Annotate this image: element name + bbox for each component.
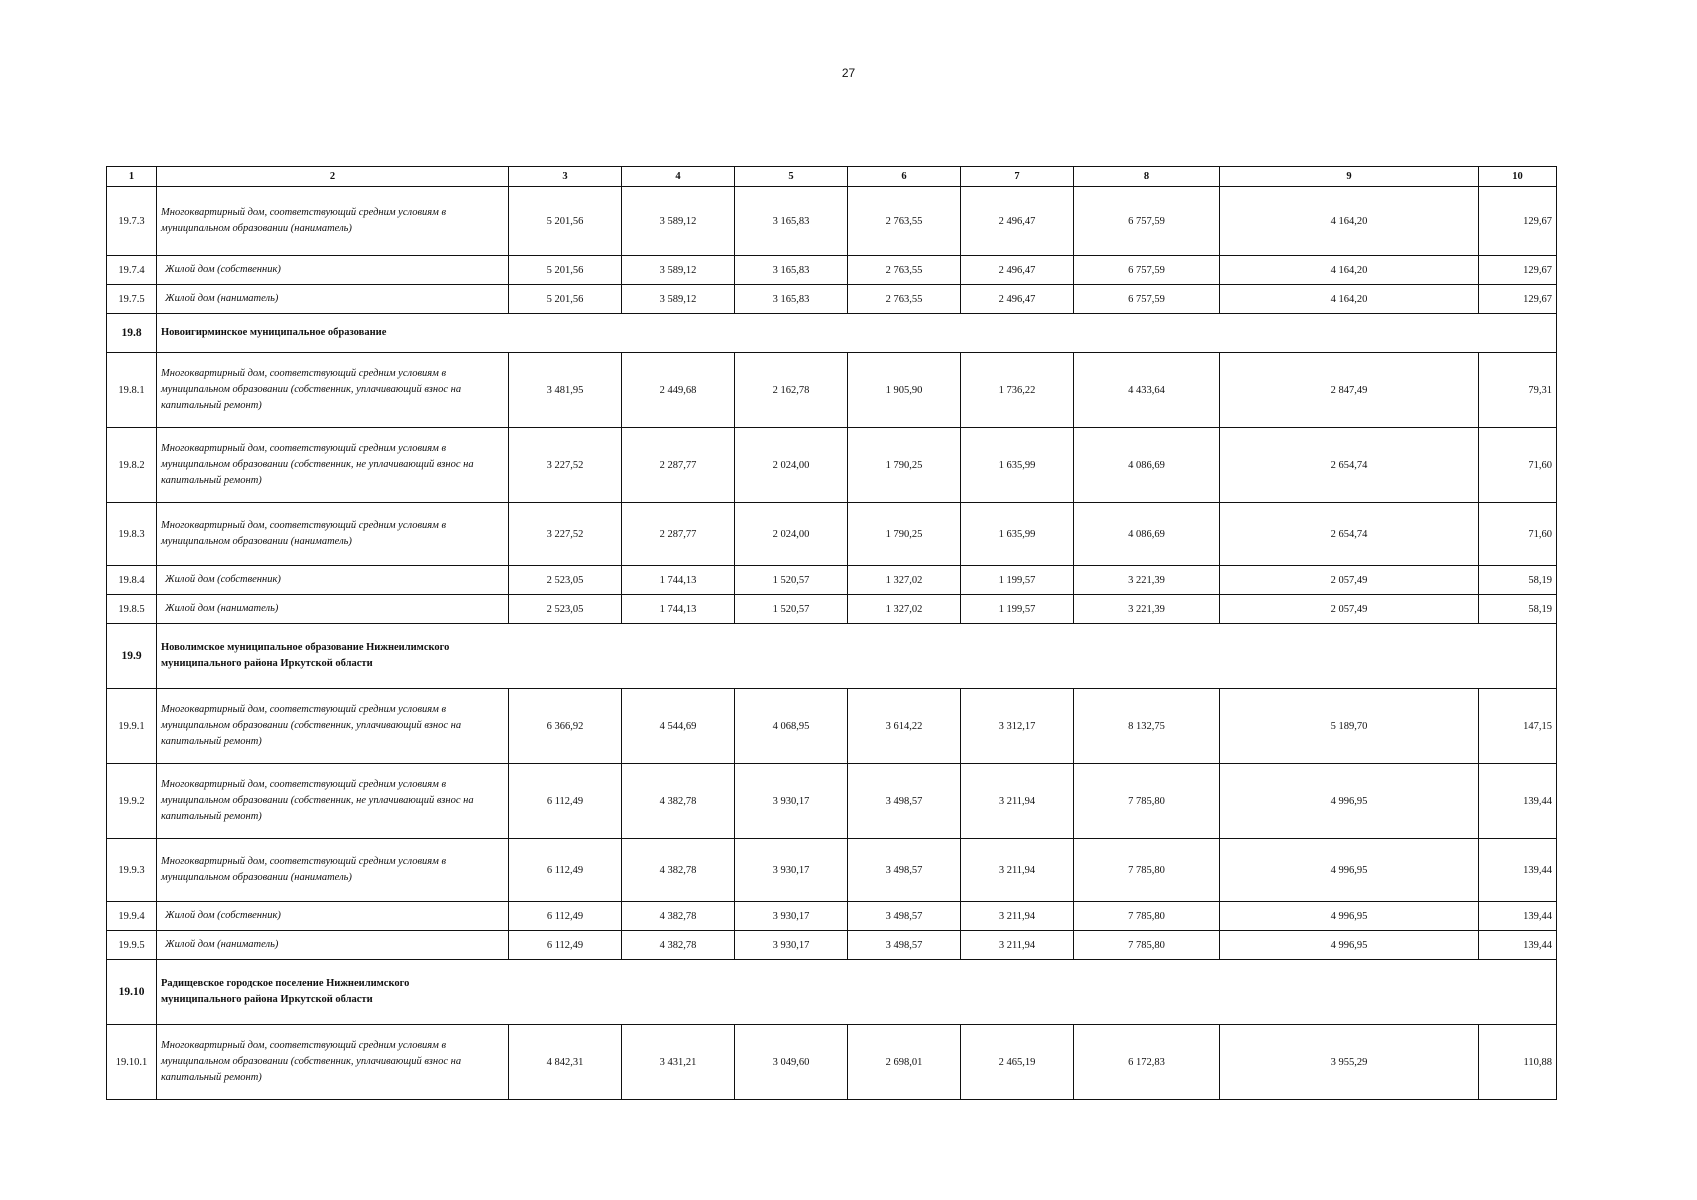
table-body: [107, 187, 1557, 1100]
value-cell: 3 221,39: [1074, 595, 1220, 624]
table-row: [107, 566, 1557, 595]
value-cell: 2 763,55: [848, 256, 961, 285]
row-description: Многоквартирный дом, соответствующий средним условиям в муниципальном образовании (наниматель): [157, 839, 509, 902]
value-cell: 71,60: [1479, 503, 1557, 566]
section-title-text: Новолимское муниципальное образование Нижнеилимского муниципального района Иркутской области: [161, 642, 450, 669]
value-cell: 1 635,99: [961, 428, 1074, 503]
section-title: [157, 624, 1557, 689]
value-cell: 3 211,94: [961, 764, 1074, 839]
value-cell: 6 112,49: [509, 902, 622, 931]
row-description: Многоквартирный дом, соответствующий средним условиям в муниципальном образовании (собственник, не уплачивающий взнос на капитальный ремонт): [157, 428, 509, 503]
value-cell: 7 785,80: [1074, 902, 1220, 931]
value-cell: 5 201,56: [509, 256, 622, 285]
value-cell: 1 790,25: [848, 428, 961, 503]
value-cell: 4 544,69: [622, 689, 735, 764]
row-code: 19.7.3: [107, 187, 157, 256]
value-cell: 2 654,74: [1220, 503, 1479, 566]
value-cell: 2 162,78: [735, 353, 848, 428]
value-cell: 3 614,22: [848, 689, 961, 764]
value-cell: 3 211,94: [961, 931, 1074, 960]
value-cell: 4 086,69: [1074, 428, 1220, 503]
value-cell: 1 744,13: [622, 595, 735, 624]
value-cell: 2 496,47: [961, 187, 1074, 256]
row-code: 19.8.1: [107, 353, 157, 428]
value-cell: 4 996,95: [1220, 764, 1479, 839]
value-cell: 3 431,21: [622, 1025, 735, 1100]
section-title: [157, 314, 1557, 353]
table-row: [107, 256, 1557, 285]
value-cell: 2 654,74: [1220, 428, 1479, 503]
value-cell: 7 785,80: [1074, 931, 1220, 960]
table-row: [107, 902, 1557, 931]
value-cell: 6 172,83: [1074, 1025, 1220, 1100]
value-cell: 1 327,02: [848, 566, 961, 595]
section-code: 19.10: [107, 960, 157, 1025]
row-code: 19.7.4: [107, 256, 157, 285]
value-cell: 6 366,92: [509, 689, 622, 764]
value-cell: 3 211,94: [961, 839, 1074, 902]
row-description: Жилой дом (наниматель): [157, 931, 509, 960]
value-cell: 1 199,57: [961, 566, 1074, 595]
row-code: 19.9.3: [107, 839, 157, 902]
value-cell: 4 433,64: [1074, 353, 1220, 428]
value-cell: 3 498,57: [848, 764, 961, 839]
value-cell: 1 736,22: [961, 353, 1074, 428]
page-number: 27: [841, 66, 856, 80]
value-cell: 1 790,25: [848, 503, 961, 566]
row-description: Многоквартирный дом, соответствующий средним условиям в муниципальном образовании (собственник, уплачивающий взнос на капитальный ремонт): [157, 689, 509, 764]
value-cell: 2 698,01: [848, 1025, 961, 1100]
value-cell: 5 201,56: [509, 187, 622, 256]
row-code: 19.8.5: [107, 595, 157, 624]
column-header: 3: [509, 167, 622, 187]
table-row: [107, 1025, 1557, 1100]
row-description: Жилой дом (собственник): [157, 566, 509, 595]
value-cell: 3 312,17: [961, 689, 1074, 764]
column-header: 9: [1220, 167, 1479, 187]
value-cell: 8 132,75: [1074, 689, 1220, 764]
value-cell: 1 635,99: [961, 503, 1074, 566]
value-cell: 3 498,57: [848, 931, 961, 960]
row-code: 19.8.2: [107, 428, 157, 503]
value-cell: 3 589,12: [622, 285, 735, 314]
section-code: 19.9: [107, 624, 157, 689]
value-cell: 4 164,20: [1220, 187, 1479, 256]
table-row: [107, 595, 1557, 624]
value-cell: 2 496,47: [961, 285, 1074, 314]
value-cell: 1 327,02: [848, 595, 961, 624]
value-cell: 2 523,05: [509, 566, 622, 595]
value-cell: 3 165,83: [735, 285, 848, 314]
row-code: 19.9.2: [107, 764, 157, 839]
value-cell: 3 221,39: [1074, 566, 1220, 595]
row-description: Многоквартирный дом, соответствующий средним условиям в муниципальном образовании (собственник, не уплачивающий взнос на капитальный ремонт): [157, 764, 509, 839]
value-cell: 129,67: [1479, 256, 1557, 285]
value-cell: 4 842,31: [509, 1025, 622, 1100]
value-cell: 1 199,57: [961, 595, 1074, 624]
column-header: 4: [622, 167, 735, 187]
table-row: [107, 285, 1557, 314]
value-cell: 4 086,69: [1074, 503, 1220, 566]
section-title-text: Радищевское городское поселение Нижнеилимского муниципального района Иркутской области: [161, 978, 410, 1005]
value-cell: 3 165,83: [735, 187, 848, 256]
value-cell: 129,67: [1479, 187, 1557, 256]
column-number-header-row: [107, 167, 1557, 187]
value-cell: 7 785,80: [1074, 839, 1220, 902]
value-cell: 7 785,80: [1074, 764, 1220, 839]
value-cell: 1 520,57: [735, 595, 848, 624]
value-cell: 4 164,20: [1220, 285, 1479, 314]
value-cell: 5 189,70: [1220, 689, 1479, 764]
row-description: Многоквартирный дом, соответствующий средним условиям в муниципальном образовании (собственник, уплачивающий взнос на капитальный ремонт): [157, 1025, 509, 1100]
column-header: 6: [848, 167, 961, 187]
value-cell: 71,60: [1479, 428, 1557, 503]
value-cell: 4 382,78: [622, 764, 735, 839]
value-cell: 3 589,12: [622, 256, 735, 285]
value-cell: 3 498,57: [848, 839, 961, 902]
column-header: 10: [1479, 167, 1557, 187]
row-code: 19.9.1: [107, 689, 157, 764]
value-cell: 2 024,00: [735, 503, 848, 566]
row-code: 19.9.4: [107, 902, 157, 931]
tariff-table: [106, 166, 1557, 1100]
column-header: 5: [735, 167, 848, 187]
value-cell: 2 057,49: [1220, 566, 1479, 595]
value-cell: 6 112,49: [509, 839, 622, 902]
table-row: [107, 503, 1557, 566]
value-cell: 2 449,68: [622, 353, 735, 428]
table-row: [107, 428, 1557, 503]
value-cell: 3 930,17: [735, 764, 848, 839]
value-cell: 6 757,59: [1074, 256, 1220, 285]
value-cell: 58,19: [1479, 566, 1557, 595]
value-cell: 2 847,49: [1220, 353, 1479, 428]
column-header: 2: [157, 167, 509, 187]
value-cell: 58,19: [1479, 595, 1557, 624]
row-code: 19.8.4: [107, 566, 157, 595]
row-description: Многоквартирный дом, соответствующий средним условиям в муниципальном образовании (наниматель): [157, 187, 509, 256]
value-cell: 5 201,56: [509, 285, 622, 314]
value-cell: 139,44: [1479, 839, 1557, 902]
value-cell: 3 589,12: [622, 187, 735, 256]
section-code: 19.8: [107, 314, 157, 353]
value-cell: 1 520,57: [735, 566, 848, 595]
value-cell: 2 465,19: [961, 1025, 1074, 1100]
value-cell: 3 930,17: [735, 902, 848, 931]
value-cell: 2 496,47: [961, 256, 1074, 285]
table-row: [107, 187, 1557, 256]
column-header: 7: [961, 167, 1074, 187]
value-cell: 6 112,49: [509, 931, 622, 960]
value-cell: 4 996,95: [1220, 902, 1479, 931]
row-code: 19.10.1: [107, 1025, 157, 1100]
value-cell: 1 905,90: [848, 353, 961, 428]
value-cell: 139,44: [1479, 902, 1557, 931]
value-cell: 3 498,57: [848, 902, 961, 931]
value-cell: 2 024,00: [735, 428, 848, 503]
value-cell: 3 049,60: [735, 1025, 848, 1100]
column-header: 8: [1074, 167, 1220, 187]
row-code: 19.7.5: [107, 285, 157, 314]
value-cell: 4 382,78: [622, 902, 735, 931]
value-cell: 2 523,05: [509, 595, 622, 624]
value-cell: 3 930,17: [735, 839, 848, 902]
table-row: [107, 689, 1557, 764]
value-cell: 6 112,49: [509, 764, 622, 839]
value-cell: 4 996,95: [1220, 839, 1479, 902]
row-description: Жилой дом (наниматель): [157, 595, 509, 624]
value-cell: 139,44: [1479, 764, 1557, 839]
row-description: Жилой дом (собственник): [157, 902, 509, 931]
value-cell: 4 996,95: [1220, 931, 1479, 960]
section-row: [107, 624, 1557, 689]
value-cell: 6 757,59: [1074, 187, 1220, 256]
value-cell: 2 287,77: [622, 428, 735, 503]
value-cell: 3 227,52: [509, 428, 622, 503]
section-title: [157, 960, 1557, 1025]
table-row: [107, 764, 1557, 839]
value-cell: 4 164,20: [1220, 256, 1479, 285]
row-description: Многоквартирный дом, соответствующий средним условиям в муниципальном образовании (наниматель): [157, 503, 509, 566]
table-row: [107, 839, 1557, 902]
section-row: [107, 314, 1557, 353]
value-cell: 2 763,55: [848, 285, 961, 314]
value-cell: 4 382,78: [622, 931, 735, 960]
row-description: Жилой дом (собственник): [157, 256, 509, 285]
value-cell: 3 930,17: [735, 931, 848, 960]
row-code: 19.8.3: [107, 503, 157, 566]
value-cell: 3 211,94: [961, 902, 1074, 931]
value-cell: 3 165,83: [735, 256, 848, 285]
value-cell: 129,67: [1479, 285, 1557, 314]
value-cell: 147,15: [1479, 689, 1557, 764]
table-row: [107, 353, 1557, 428]
value-cell: 2 057,49: [1220, 595, 1479, 624]
value-cell: 6 757,59: [1074, 285, 1220, 314]
value-cell: 2 763,55: [848, 187, 961, 256]
column-header: 1: [107, 167, 157, 187]
section-row: [107, 960, 1557, 1025]
row-description: Многоквартирный дом, соответствующий средним условиям в муниципальном образовании (собственник, уплачивающий взнос на капитальный ремонт): [157, 353, 509, 428]
value-cell: 139,44: [1479, 931, 1557, 960]
section-title-text: Новоигирминское муниципальное образование: [161, 327, 387, 338]
row-description: Жилой дом (наниматель): [157, 285, 509, 314]
value-cell: 3 481,95: [509, 353, 622, 428]
value-cell: 3 227,52: [509, 503, 622, 566]
value-cell: 3 955,29: [1220, 1025, 1479, 1100]
value-cell: 79,31: [1479, 353, 1557, 428]
value-cell: 4 382,78: [622, 839, 735, 902]
value-cell: 110,88: [1479, 1025, 1557, 1100]
value-cell: 4 068,95: [735, 689, 848, 764]
value-cell: 1 744,13: [622, 566, 735, 595]
row-code: 19.9.5: [107, 931, 157, 960]
value-cell: 2 287,77: [622, 503, 735, 566]
table-row: [107, 931, 1557, 960]
